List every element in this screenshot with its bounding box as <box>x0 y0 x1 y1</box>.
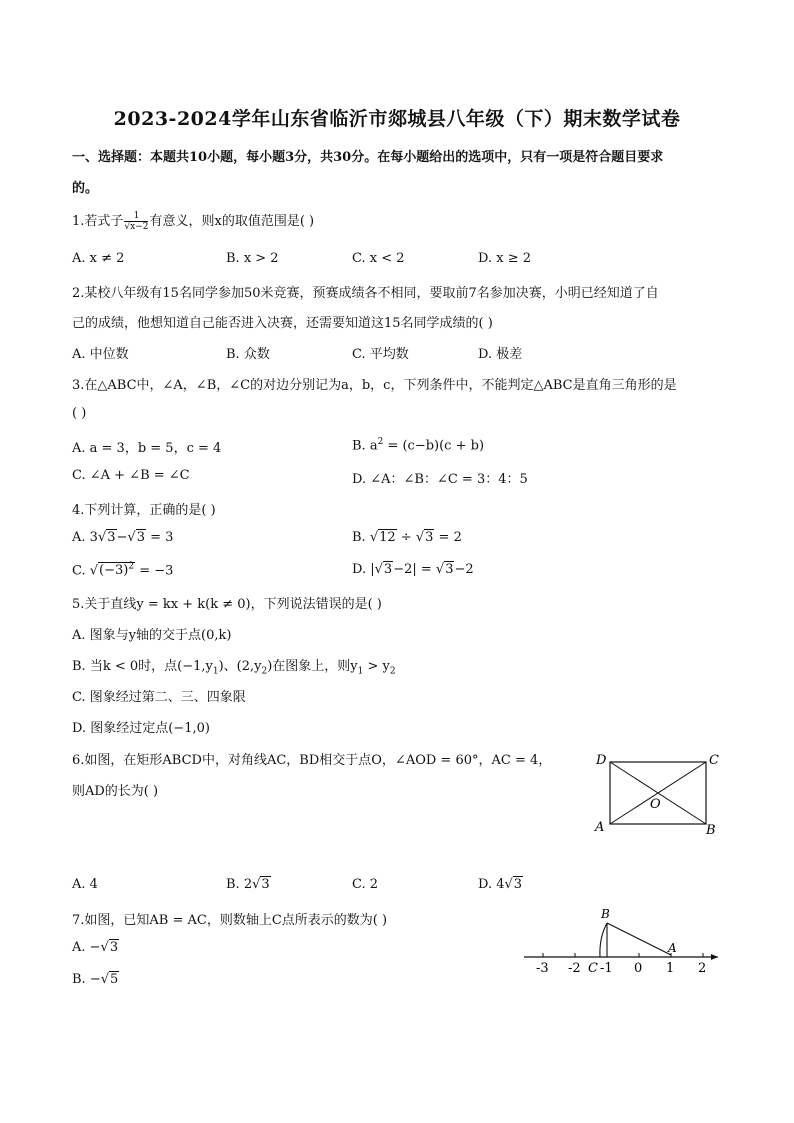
q7-option-b: B. −√5 <box>72 972 119 987</box>
q1-option-d: D. x ≥ 2 <box>478 251 531 266</box>
q4-c-pre: C. <box>72 563 90 579</box>
q5-b-pre: B. 当k < 0时，点(−1,y <box>72 659 213 674</box>
q6-d-pre: D. 4 <box>478 877 505 892</box>
q1-fraction <box>124 211 148 232</box>
q5-b-sub4: 2 <box>389 666 396 677</box>
q5-b-sub3: 1 <box>357 666 364 677</box>
question-4-stem: 4.下列计算，正确的是( ) <box>72 503 216 518</box>
q3-option-b <box>352 437 484 453</box>
q2-option-b: B. 众数 <box>226 347 270 362</box>
axis-arrow-icon <box>711 954 718 960</box>
label-c: C <box>709 753 719 768</box>
q4-d-pre: D. | <box>352 562 375 577</box>
q4-d-post: −2 <box>454 562 474 577</box>
tick-label: -3 <box>536 961 549 976</box>
q4-b-pre: B. <box>352 530 370 545</box>
tick-label: 1 <box>666 961 675 976</box>
q7-b-root: 5 <box>110 972 119 987</box>
arc-bc <box>600 923 607 957</box>
q6-option-c: C. 2 <box>352 877 379 892</box>
q4-a-mid: − <box>116 530 128 545</box>
label-a: A <box>668 941 677 955</box>
number-line-figure <box>520 900 725 980</box>
tick-label: -1 <box>600 961 613 976</box>
q3-b-pre: B. a <box>352 438 378 454</box>
q4-c-radicand: (−3) <box>99 563 129 579</box>
q6-option-b: B. 2√3 <box>226 877 270 892</box>
q5-option-b <box>72 655 396 677</box>
question-2-line1: 2.某校八年级有15名同学参加50米竞赛，预赛成绩各不相同，要取前7名参加决赛，小明已经知道了自 <box>72 286 659 301</box>
q1-option-c: C. x < 2 <box>352 251 405 266</box>
q3-b-sup: 2 <box>377 437 384 447</box>
q6-d-root: 3 <box>513 877 523 892</box>
label-d: D <box>596 753 607 768</box>
q1-frac-num: 1 <box>124 211 148 222</box>
question-3-line2: ( ) <box>72 406 87 421</box>
question-2-line2: 己的成绩，他想知道自己能否进入决赛，还需要知道这15名同学成绩的( ) <box>72 316 493 331</box>
q3-b-post: = (c−b)(c + b) <box>383 438 485 454</box>
q7-option-a: A. −√3 <box>72 940 119 955</box>
label-c: C <box>588 961 598 976</box>
q1-prefix: 1.若式子 <box>72 214 124 229</box>
q3-option-a: A. a = 3，b = 5，c = 4 <box>72 441 222 456</box>
question-7-stem: 7.如图，已知AB = AC，则数轴上C点所表示的数为( ) <box>72 913 388 928</box>
q1-frac-den: √x−2 <box>124 222 149 232</box>
q4-d-root1: 3 <box>383 562 393 577</box>
q5-b-sub1: 1 <box>212 666 219 677</box>
q4-c-sup: 2 <box>128 562 135 572</box>
q5-option-d: D. 图象经过定点(−1,0) <box>72 721 210 736</box>
label-b: B <box>706 823 716 838</box>
rectangle-diagram <box>588 748 728 840</box>
q5-b-sub2: 2 <box>261 666 268 677</box>
q7-a-pre: A. − <box>72 940 101 955</box>
q5-b-mid3: > y <box>363 659 390 674</box>
q4-option-b: B. √12 ÷ √3 = 2 <box>352 530 462 545</box>
tick-label: -2 <box>568 961 581 976</box>
question-6-line1: 6.如图，在矩形ABCD中，对角线AC，BD相交于点O，∠AOD = 60°，AC = 4， <box>72 753 552 768</box>
question-6-line2: 则AD的长为( ) <box>72 784 159 799</box>
label-a: A <box>595 820 605 835</box>
label-o: O <box>650 797 661 812</box>
question-3-line1: 3.在△ABC中，∠A，∠B，∠C的对边分别记为a，b，c，下列条件中，不能判定△ABC是直角三角形的是 <box>72 378 677 393</box>
question-1-stem <box>72 210 314 232</box>
q4-c-post: = −3 <box>135 563 174 579</box>
q4-a-post: = 3 <box>146 530 174 545</box>
label-b: B <box>601 907 610 921</box>
q4-b-post: = 2 <box>434 530 462 545</box>
q4-c-root <box>98 562 135 578</box>
q4-a-root1: 3 <box>107 530 116 545</box>
number-line-diagram <box>520 900 725 980</box>
q5-b-mid2: )在图象上，则y <box>267 659 358 674</box>
q4-a-root2: 3 <box>136 530 145 545</box>
rectangle-figure <box>588 748 728 840</box>
page-title: 2023-2024学年山东省临沂市郯城县八年级（下）期末数学试卷 <box>113 108 681 130</box>
section-heading-line1: 一、选择题：本题共10小题，每小题3分，共30分。在每小题给出的选项中，只有一项是符合题目要求 <box>72 150 664 165</box>
question-5-stem: 5.关于直线y = kx + k(k ≠ 0)，下列说法错误的是( ) <box>72 597 382 612</box>
q6-option-a: A. 4 <box>72 877 98 892</box>
q6-option-d: D. 4√3 <box>478 877 523 892</box>
q1-option-b: B. x > 2 <box>226 251 279 266</box>
q2-option-c: C. 平均数 <box>352 347 409 362</box>
q6-b-pre: B. 2 <box>226 877 253 892</box>
q3-option-c: C. ∠A + ∠B = ∠C <box>72 468 190 483</box>
q2-option-d: D. 极差 <box>478 347 523 362</box>
q5-option-a: A. 图象与y轴的交于点(0,k) <box>72 628 232 643</box>
tick-label: 0 <box>634 961 643 976</box>
q4-a-pre: A. 3 <box>72 530 98 545</box>
q2-option-a: A. 中位数 <box>72 347 129 362</box>
q4-b-mid: ÷ <box>396 530 416 545</box>
q1-suffix: 有意义，则x的取值范围是( ) <box>149 214 315 229</box>
q7-a-root: 3 <box>109 940 119 955</box>
q7-b-pre: B. − <box>72 972 101 987</box>
segment-ba <box>607 923 671 955</box>
q6-b-root: 3 <box>261 877 270 892</box>
q4-b-root2: 3 <box>425 530 434 545</box>
tick-label: 2 <box>698 961 707 976</box>
q4-option-a: A. 3√3−√3 = 3 <box>72 530 174 545</box>
section-heading-line2: 的。 <box>72 181 99 196</box>
q5-b-mid: )、(2,y <box>218 659 262 674</box>
q1-option-a: A. x ≠ 2 <box>72 251 125 266</box>
q4-option-d: D. |√3−2| = √3−2 <box>352 562 474 577</box>
q4-option-c: C. $√(-3)^2 = -3$ <box>72 562 174 579</box>
q5-option-c: C. 图象经过第二、三、四象限 <box>72 690 246 705</box>
q4-b-root1: 12 <box>379 530 396 545</box>
q4-d-mid: −2| = <box>393 562 436 577</box>
q4-d-root2: 3 <box>445 562 454 577</box>
q3-option-d: D. ∠A：∠B：∠C = 3：4：5 <box>352 472 528 487</box>
